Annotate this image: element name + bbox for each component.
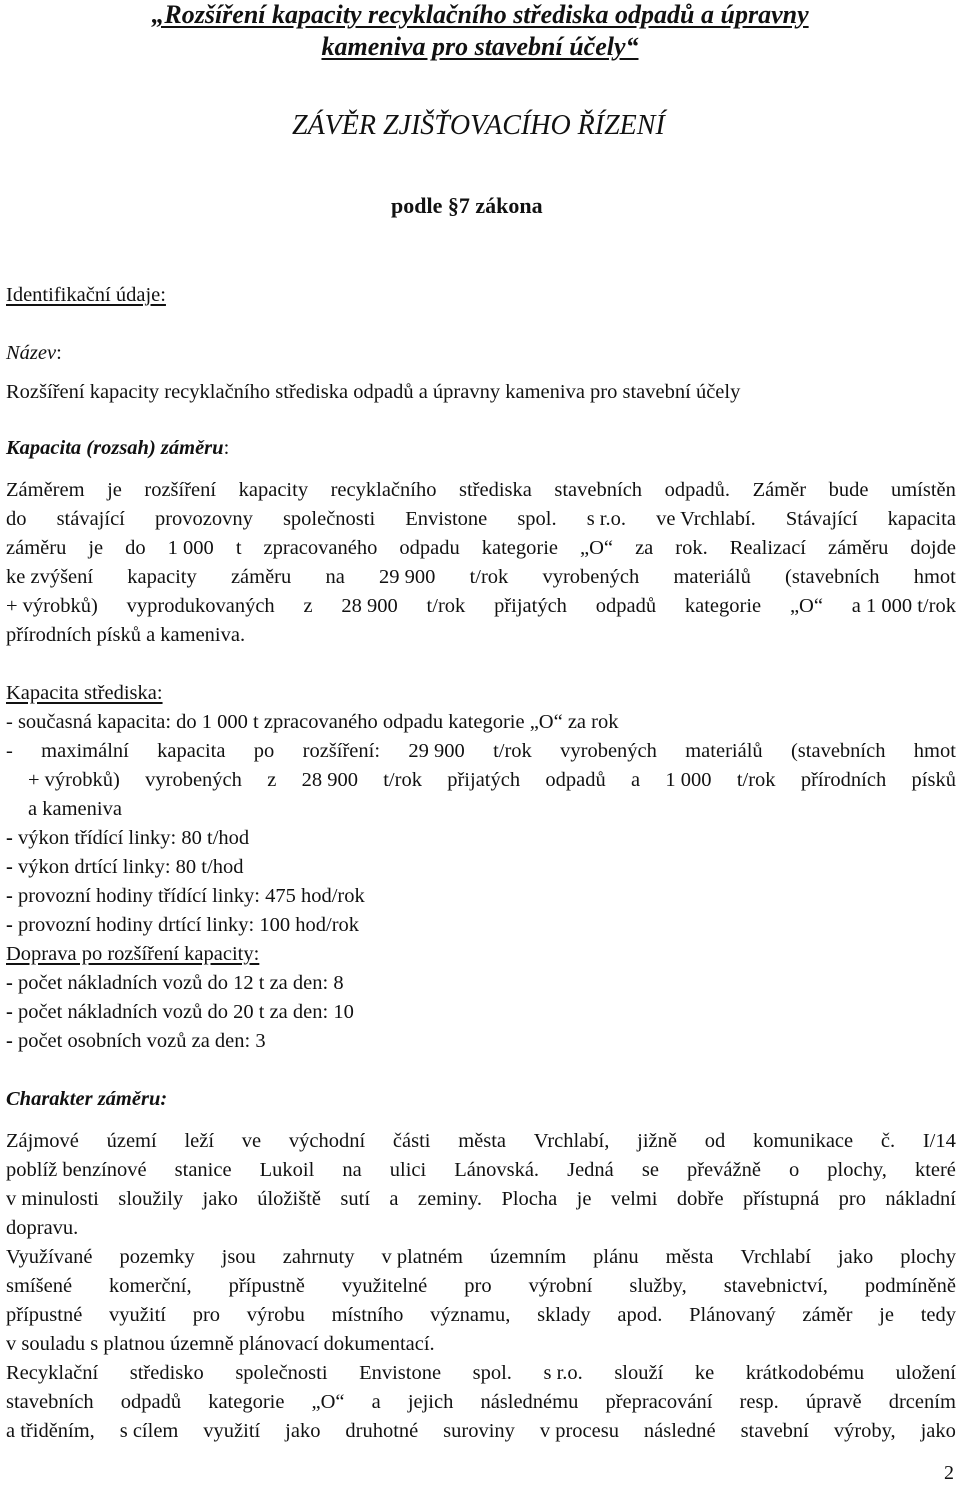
bullet-dash: -: [6, 972, 13, 994]
max-capacity-line-last: a kameniva: [28, 798, 122, 820]
word: Jedná: [567, 1159, 614, 1181]
word: a: [389, 1188, 399, 1210]
word: materiálů: [685, 740, 763, 762]
facility-capacity-heading: Kapacita střediska:: [6, 682, 163, 704]
character-line: [6, 1160, 956, 1181]
word: spol.: [517, 508, 557, 530]
word: na: [325, 566, 345, 588]
word: Envistone: [359, 1362, 442, 1384]
transport-item: [6, 973, 344, 994]
capacity-item: [6, 857, 243, 878]
word: s r.o.: [586, 508, 626, 530]
transport-item-text: počet nákladních vozů do 12 t za den: 8: [12, 972, 344, 994]
word: plochy: [900, 1246, 956, 1268]
word: odpadů.: [664, 479, 731, 501]
word: dojde: [910, 537, 956, 559]
word: t: [235, 537, 242, 559]
word: na: [342, 1159, 362, 1181]
word: pro: [464, 1275, 492, 1297]
word: ke: [694, 1362, 715, 1384]
word: Plocha: [501, 1188, 558, 1210]
word: pro: [192, 1304, 221, 1326]
character-line: [6, 1189, 956, 1210]
word: po: [253, 740, 275, 762]
word: provozovny: [154, 508, 253, 530]
transport-item-text: počet nákladních vozů do 20 t za den: 10: [12, 1001, 354, 1023]
word: ke zvýšení: [6, 566, 94, 588]
word: drcením: [888, 1391, 956, 1413]
word: vyrobených: [560, 740, 657, 762]
word: odpadu: [399, 537, 460, 559]
word: bude: [828, 479, 869, 501]
word: do: [6, 508, 27, 530]
word: výroby,: [833, 1420, 896, 1442]
bullet-dash: -: [6, 1030, 13, 1052]
word: jako: [202, 1188, 238, 1210]
word: od: [704, 1130, 726, 1152]
word: jako: [920, 1420, 956, 1442]
name-label-colon: :: [56, 342, 62, 364]
word: hmot: [913, 566, 956, 588]
word: a: [631, 769, 641, 791]
bullet-dash: -: [6, 1001, 13, 1023]
word: záměru: [828, 537, 889, 559]
bullet-dash: -: [6, 827, 13, 849]
word: zeminy.: [417, 1188, 483, 1210]
project-name: Rozšíření kapacity recyklačního střediska odpadů a úpravny kameniva pro stavební účely: [6, 381, 741, 403]
word: Lánovská.: [454, 1159, 540, 1181]
capacity-scope-label-text: Kapacita (rozsah) záměru: [6, 437, 224, 459]
character-line: [6, 1305, 956, 1326]
word: jejich: [407, 1391, 454, 1413]
word: ve: [241, 1130, 262, 1152]
identification-heading: Identifikační údaje:: [6, 284, 166, 306]
word: přepracování: [605, 1391, 713, 1413]
word: komunikace: [752, 1130, 854, 1152]
word: krátkodobému: [745, 1362, 865, 1384]
law-reference-prefix: podle: [391, 193, 448, 218]
word: v platném: [381, 1246, 463, 1268]
word: Plánovaný: [689, 1304, 776, 1326]
word: materiálů: [673, 566, 751, 588]
document-title-line-2: kameniva pro stavební účely“: [321, 32, 639, 61]
word: výrobní: [528, 1275, 593, 1297]
word: kapacity: [238, 479, 309, 501]
word: komerční,: [109, 1275, 192, 1297]
word: 28 900: [301, 769, 358, 791]
word: podmíněně: [864, 1275, 956, 1297]
word: suroviny: [443, 1420, 515, 1442]
word: sutí: [340, 1188, 371, 1210]
word: s r.o.: [543, 1362, 583, 1384]
word: leží: [184, 1130, 215, 1152]
word: a 1 000 t/rok: [851, 595, 956, 617]
word: kapacity: [127, 566, 197, 588]
word: Záměrem: [6, 479, 85, 501]
word: stavebních: [6, 1391, 94, 1413]
word: využití: [109, 1304, 166, 1326]
word: Lukoil: [259, 1159, 315, 1181]
word: Záměr: [752, 479, 807, 501]
word: písků: [911, 769, 956, 791]
word: využitelné: [341, 1275, 428, 1297]
word: Envistone: [405, 508, 488, 530]
word: uložení: [895, 1362, 956, 1384]
project-character-heading: Charakter záměru:: [6, 1088, 168, 1110]
word: hmot: [913, 740, 956, 762]
capacity-item-text: provozní hodiny třídící linky: 475 hod/rok: [12, 885, 365, 907]
word: města: [458, 1130, 507, 1152]
word: části: [392, 1130, 431, 1152]
word: umístěn: [890, 479, 956, 501]
word: přípustně: [228, 1275, 305, 1297]
word: přijatých: [447, 769, 521, 791]
word: přístupná: [742, 1188, 820, 1210]
word: 29 900: [408, 740, 465, 762]
word: přírodních: [800, 769, 887, 791]
word: kategorie: [208, 1391, 285, 1413]
word: odpadů: [545, 769, 606, 791]
intent-line: [6, 509, 956, 530]
capacity-item: [6, 828, 249, 849]
capacity-item: [6, 886, 365, 907]
word: v procesu: [539, 1420, 619, 1442]
word: významu,: [430, 1304, 511, 1326]
word: (stavebních: [790, 740, 886, 762]
word: ve Vrchlabí.: [656, 508, 756, 530]
word: je: [107, 479, 122, 501]
word: jako: [837, 1246, 874, 1268]
word: o: [789, 1159, 800, 1181]
word: úpravě: [805, 1391, 862, 1413]
word: které: [914, 1159, 956, 1181]
word: Zájmové: [6, 1130, 79, 1152]
word: Vrchlabí,: [533, 1130, 610, 1152]
word: plánu: [593, 1246, 639, 1268]
character-line: [6, 1276, 956, 1297]
word: územním: [489, 1246, 567, 1268]
word: -: [6, 740, 13, 762]
word: poblíž benzínové: [6, 1159, 147, 1181]
word: využití: [203, 1420, 261, 1442]
word: kapacita: [887, 508, 956, 530]
intent-line: [6, 567, 956, 588]
word: území: [106, 1130, 157, 1152]
word: pro: [838, 1188, 866, 1210]
transport-heading: Doprava po rozšíření kapacity:: [6, 943, 260, 965]
character-line: [6, 1131, 956, 1152]
word: je: [879, 1304, 894, 1326]
word: rozšíření:: [302, 740, 381, 762]
law-reference: [391, 195, 543, 217]
word: převážně: [686, 1159, 761, 1181]
transport-item: [6, 1002, 354, 1023]
word: z: [267, 769, 277, 791]
word: společnosti: [282, 508, 376, 530]
word: za: [635, 537, 654, 559]
word: jsou: [221, 1246, 256, 1268]
word: stavebních: [554, 479, 643, 501]
character-line: [6, 1363, 956, 1384]
word: z: [303, 595, 313, 617]
word: druhotné: [345, 1420, 419, 1442]
document-title-line-1: „Rozšíření kapacity recyklačního střediska odpadů a úpravny: [151, 0, 809, 29]
word: č.: [880, 1130, 896, 1152]
intent-line: [6, 538, 956, 559]
document-subtitle: ZÁVĚR ZJIŠŤOVACÍHO ŘÍZENÍ: [292, 110, 665, 141]
word: vyrobených: [145, 769, 242, 791]
word: apod.: [617, 1304, 663, 1326]
word: stávající: [56, 508, 125, 530]
word: slouží: [614, 1362, 664, 1384]
word: maximální: [41, 740, 129, 762]
word: 1 000: [167, 537, 214, 559]
name-label: [6, 343, 62, 364]
word: následnému: [480, 1391, 579, 1413]
word: v minulosti: [6, 1188, 99, 1210]
word: tedy: [920, 1304, 956, 1326]
word: následné: [643, 1420, 716, 1442]
word: úložiště: [257, 1188, 321, 1210]
word: zpracovaného: [263, 537, 378, 559]
word: a třiděním,: [6, 1420, 95, 1442]
word: je: [576, 1188, 592, 1210]
word: Recyklační: [6, 1362, 99, 1384]
word: stavebnictví,: [723, 1275, 828, 1297]
word: t/rok: [736, 769, 776, 791]
page-number: 2: [944, 1462, 954, 1484]
section-sign-icon: §: [447, 193, 459, 218]
word: kapacita: [157, 740, 226, 762]
current-capacity: - současná kapacita: do 1 000 t zpracovaného odpadu kategorie „O“ za rok: [6, 711, 619, 733]
word: města: [665, 1246, 714, 1268]
bullet-dash: -: [6, 885, 13, 907]
word: t/rok: [426, 595, 466, 617]
word: do: [125, 537, 146, 559]
word: záměru: [6, 537, 67, 559]
word: Vrchlabí: [740, 1246, 811, 1268]
word: vyprodukovaných: [126, 595, 275, 617]
word: spol.: [472, 1362, 512, 1384]
word: a: [371, 1391, 381, 1413]
word: služby,: [629, 1275, 687, 1297]
word: (stavebních: [785, 566, 880, 588]
law-reference-number: 7 zákona: [458, 193, 543, 218]
capacity-scope-label: [6, 438, 229, 459]
word: jako: [285, 1420, 321, 1442]
character-line: [6, 1247, 956, 1268]
word: t/rok: [493, 740, 532, 762]
word: s cílem: [119, 1420, 179, 1442]
word: rozšíření: [144, 479, 217, 501]
word: společnosti: [235, 1362, 328, 1384]
word: t/rok: [469, 566, 509, 588]
word: přípustné: [6, 1304, 83, 1326]
word: t/rok: [383, 769, 422, 791]
word: kategorie: [481, 537, 559, 559]
word: smíšené: [6, 1275, 73, 1297]
word: resp.: [739, 1391, 779, 1413]
intent-line: [6, 596, 956, 617]
word: ulici: [389, 1159, 427, 1181]
capacity-scope-label-colon: :: [223, 437, 230, 459]
word: východní: [288, 1130, 366, 1152]
word: jižně: [637, 1130, 677, 1152]
capacity-item-text: výkon drtící linky: 80 t/hod: [12, 856, 244, 878]
word: zahrnuty: [282, 1246, 355, 1268]
capacity-item-text: výkon třídící linky: 80 t/hod: [12, 827, 250, 849]
word: velmi: [610, 1188, 658, 1210]
word: výrobu: [246, 1304, 305, 1326]
word: + výrobků): [6, 595, 98, 617]
word: I/14: [922, 1130, 956, 1152]
word: Realizací: [729, 537, 807, 559]
capacity-item: [6, 915, 359, 936]
word: záměru: [230, 566, 292, 588]
word: se: [641, 1159, 659, 1181]
name-label-text: Název: [6, 342, 57, 364]
word: 1 000: [665, 769, 712, 791]
word: pozemky: [119, 1246, 195, 1268]
character-line: [6, 1392, 956, 1413]
word: je: [88, 537, 104, 559]
bullet-dash: -: [6, 856, 13, 878]
word: přijatých: [494, 595, 567, 617]
transport-item: [6, 1031, 266, 1052]
word: rok.: [675, 537, 708, 559]
word: střediska: [458, 479, 532, 501]
word: plochy,: [827, 1159, 887, 1181]
capacity-item-text: provozní hodiny drtící linky: 100 hod/rok: [12, 914, 360, 936]
word: středisko: [129, 1362, 204, 1384]
word: Stávající: [785, 508, 858, 530]
word: 28 900: [341, 595, 398, 617]
intent-line: [6, 480, 956, 501]
word: odpadů: [595, 595, 657, 617]
word: Využívané: [6, 1246, 93, 1268]
word: sloužily: [118, 1188, 184, 1210]
transport-item-text: počet osobních vozů za den: 3: [12, 1030, 266, 1052]
word: + výrobků): [28, 769, 120, 791]
word: 29 900: [379, 566, 436, 588]
word: odpadů: [120, 1391, 182, 1413]
character-line: [6, 1421, 956, 1442]
word: místního: [331, 1304, 404, 1326]
word: stanice: [174, 1159, 232, 1181]
word: kategorie: [684, 595, 762, 617]
word: dobře: [676, 1188, 724, 1210]
character-line-last: v souladu s platnou územně plánovací dokumentací.: [6, 1333, 435, 1355]
character-line-last: dopravu.: [6, 1217, 79, 1239]
word: „O“: [789, 595, 823, 617]
bullet-dash: -: [6, 914, 13, 936]
word: „O“: [580, 537, 614, 559]
max-capacity-line: [6, 741, 956, 762]
word: recyklačního: [330, 479, 437, 501]
word: sklady: [537, 1304, 591, 1326]
word: vyrobených: [542, 566, 640, 588]
word: „O“: [311, 1391, 345, 1413]
word: stavební: [740, 1420, 809, 1442]
max-capacity-line: [28, 770, 956, 791]
word: záměr: [802, 1304, 853, 1326]
intent-line-last: přírodních písků a kameniva.: [6, 624, 246, 646]
word: nákladní: [885, 1188, 956, 1210]
